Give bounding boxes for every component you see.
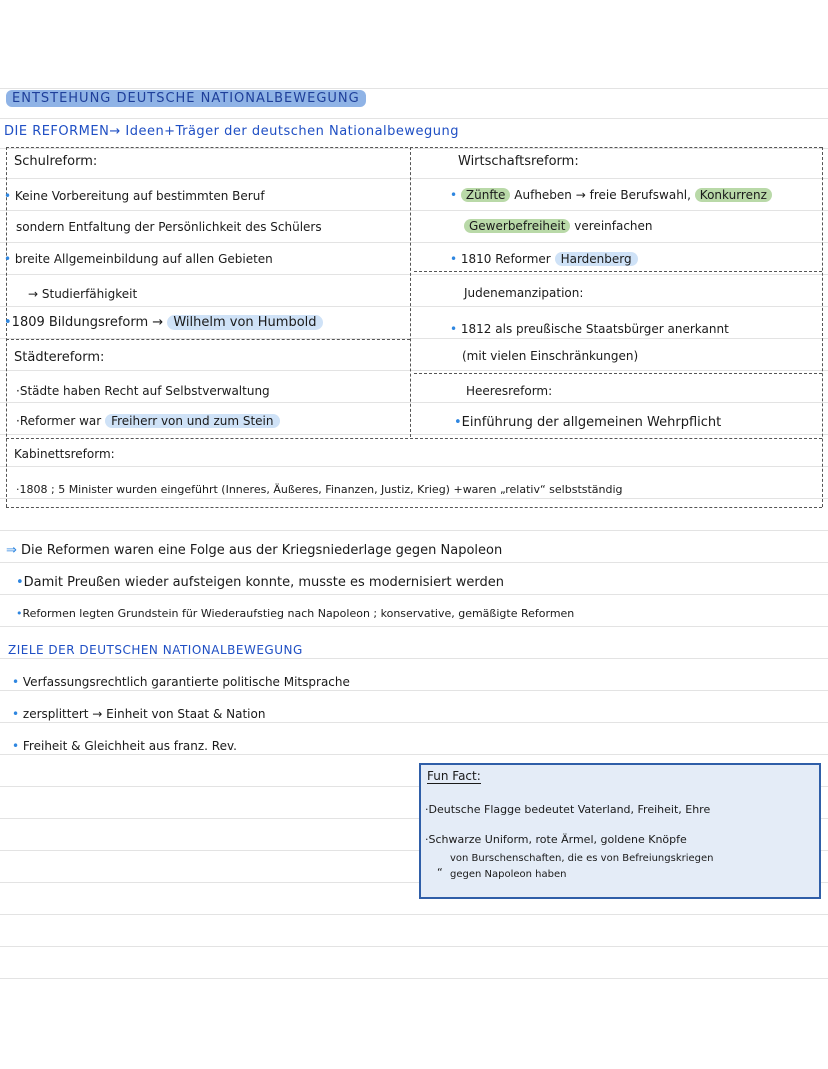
section-heading-reformen: DIE REFORMEN→ Ideen+Träger der deutschen Nationalbewegung	[4, 124, 460, 139]
list-item: •1809 Bildungsreform → Wilhelm von Humbold	[4, 315, 323, 331]
conclusion-line: ⇒ Die Reformen waren eine Folge aus der Kriegsniederlage gegen Napoleon	[6, 543, 503, 558]
list-item: ·Städte haben Recht auf Selbstverwaltung	[16, 384, 270, 398]
highlight-humboldt: Wilhelm von Humbold	[167, 315, 322, 330]
list-item: •Damit Preußen wieder aufsteigen konnte, musste es modernisiert werden	[16, 575, 504, 590]
highlight-hardenberg: Hardenberg	[555, 252, 638, 266]
section-heading-ziele: ZIELE DER DEUTSCHEN NATIONALBEWEGUNG	[8, 643, 303, 657]
list-item: → Studierfähigkeit	[28, 287, 138, 301]
list-item: • breite Allgemeinbildung auf allen Gebieten	[4, 252, 273, 266]
highlight-zuenfte: Zünfte	[461, 188, 511, 202]
bullet-icon: •	[450, 188, 458, 202]
list-item: • 1812 als preußische Staatsbürger anerkannt	[450, 322, 729, 336]
list-item: •Reformen legten Grundstein für Wiederaufstieg nach Napoleon ; konservative, gemäßigte Reformen	[16, 607, 575, 620]
arrow-icon: ⇒	[6, 543, 17, 558]
bullet-icon: •	[450, 322, 458, 336]
highlight-stein: Freiherr von und zum Stein	[105, 414, 279, 428]
fun-fact-line: gegen Napoleon haben	[450, 869, 567, 880]
list-item: sondern Entfaltung der Persönlichkeit des Schülers	[16, 220, 322, 234]
highlight-konkurrenz: Konkurrenz	[695, 188, 772, 202]
fun-fact-line: von Burschenschaften, die es von Befreiungskriegen	[450, 853, 714, 864]
list-item: •Einführung der allgemeinen Wehrpflicht	[454, 415, 722, 430]
list-item: Gewerbefreiheit vereinfachen	[464, 218, 653, 234]
bullet-icon: •	[12, 675, 20, 689]
list-item: • Verfassungsrechtlich garantierte politische Mitsprache	[12, 675, 350, 689]
bullet-icon: •	[12, 707, 20, 721]
bullet-icon: •	[4, 315, 12, 330]
list-item: • zersplittert → Einheit von Staat & Nation	[12, 707, 266, 721]
wirtschaftsreform-title: Wirtschaftsreform:	[458, 154, 579, 169]
list-item: • 1810 Reformer Hardenberg	[450, 251, 638, 267]
bullet-icon: •	[4, 252, 12, 266]
bullet-icon: •	[16, 575, 24, 590]
fun-fact-line: ·Deutsche Flagge bedeutet Vaterland, Freiheit, Ehre	[425, 803, 711, 816]
schulreform-title: Schulreform:	[14, 154, 98, 169]
heeresreform-title: Heeresreform:	[466, 384, 553, 398]
list-item: • Zünfte Aufheben → freie Berufswahl, Konkurrenz	[450, 187, 772, 203]
bullet-icon: •	[450, 252, 458, 266]
bullet-icon: •	[4, 189, 12, 203]
kabinettsreform-title: Kabinettsreform:	[14, 447, 115, 461]
list-item: (mit vielen Einschränkungen)	[462, 349, 639, 363]
list-item: • Freiheit & Gleichheit aus franz. Rev.	[12, 739, 237, 753]
bullet-icon: •	[454, 415, 462, 430]
list-item: ·1808 ; 5 Minister wurden eingeführt (Inneres, Äußeres, Finanzen, Justiz, Krieg) +waren „relativ“ selbstständig	[16, 483, 623, 496]
list-item: ·Reformer war Freiherr von und zum Stein	[16, 413, 280, 429]
judenemanzipation-title: Judenemanzipation:	[464, 286, 584, 300]
bullet-icon: •	[12, 739, 20, 753]
page-title: ENTSTEHUNG DEUTSCHE NATIONALBEWEGUNG	[6, 91, 366, 107]
fun-fact-line: ·Schwarze Uniform, rote Ärmel, goldene Knöpfe	[425, 833, 687, 846]
staedtereform-title: Städtereform:	[14, 350, 105, 365]
fun-fact-title: Fun Fact:	[427, 769, 481, 783]
highlight-gewerbefreiheit: Gewerbefreiheit	[464, 219, 570, 233]
bullet-icon: •	[16, 607, 23, 620]
list-item: • Keine Vorbereitung auf bestimmten Beruf	[4, 189, 265, 203]
fun-fact-ditto: “	[437, 866, 443, 879]
